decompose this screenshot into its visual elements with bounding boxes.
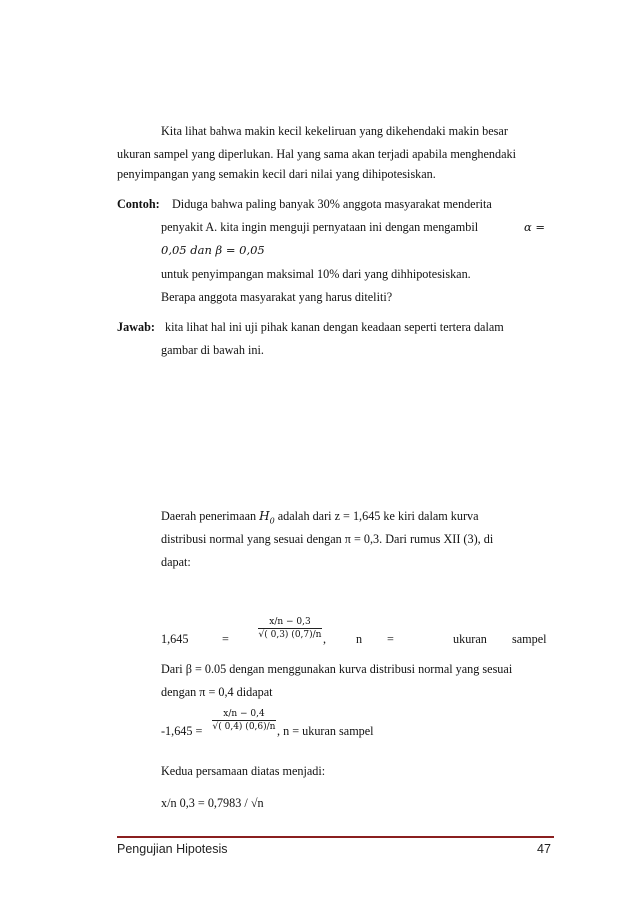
daerah-line-2: distribusi normal yang sesuai dengan π = 0,3. Dari rumus XII (3), di — [161, 532, 494, 546]
eq1-fraction — [258, 617, 322, 640]
eq2-numerator: x/n − 0,4 — [223, 709, 265, 719]
dari-line-2: dengan π = 0,4 didapat — [161, 685, 273, 699]
footer-title: Pengujian Hipotesis — [117, 842, 228, 856]
jawab-label-text: Jawab: — [117, 320, 155, 334]
jawab-label — [117, 319, 155, 335]
eq1-lhs: 1,645 — [161, 632, 189, 646]
eq2-fraction-bar — [212, 720, 276, 721]
jawab-line-1: kita lihat hal ini uji pihak kanan dengan keadaan seperti tertera dalam — [165, 320, 504, 334]
eq1-n-equals: = — [387, 632, 394, 646]
paragraph-1-line-3: penyimpangan yang semakin kecil dari nilai yang dihipotesiskan. — [117, 167, 436, 181]
footer-page-number: 47 — [537, 842, 551, 856]
contoh-label-text: Contoh: — [117, 197, 160, 211]
jawab-line-2: gambar di bawah ini. — [161, 343, 264, 357]
daerah-line-1 — [161, 508, 479, 529]
eq1-numerator: x/n − 0,3 — [269, 617, 311, 627]
eq2-denominator: √( 0,4) (0,6)/n — [212, 722, 276, 732]
dari-line-1: Dari β = 0.05 dengan menggunakan kurva distribusi normal yang sesuai — [161, 662, 513, 676]
eq1-fraction-bar — [258, 628, 322, 629]
daerah-line-1-b: adalah dari z = 1,645 ke kiri dalam kurva — [277, 509, 479, 523]
eq1-n-label: n — [356, 632, 363, 646]
h0-subscript: 0 — [269, 516, 275, 526]
kedua-line: Kedua persamaan diatas menjadi: — [161, 764, 326, 778]
h0-symbol — [259, 509, 275, 526]
contoh-line-4: untuk penyimpangan maksimal 10% dari yang dihhipotesiskan. — [161, 267, 471, 281]
daerah-line-1-a: Daerah penerimaan — [161, 509, 257, 523]
eq1-equals: = — [222, 632, 229, 646]
eq1-denominator: √( 0,3) (0,7)/n — [258, 630, 322, 640]
h0-letter: H — [259, 509, 270, 523]
eq1-n-desc-2: sampel — [512, 632, 547, 646]
last-equation-line: x/n 0,3 = 0,7983 / √n — [161, 796, 264, 810]
contoh-line-1: Diduga bahwa paling banyak 30% anggota masyarakat menderita — [172, 197, 492, 211]
eq2-rhs: , n = ukuran sampel — [277, 724, 374, 738]
contoh-line-5: Berapa anggota masyarakat yang harus diteliti? — [161, 290, 393, 304]
eq2-lhs: -1,645 = — [161, 724, 203, 738]
eq1-comma: , — [323, 632, 327, 646]
eq1-n-desc-1: ukuran — [453, 632, 487, 646]
eq2-fraction — [212, 709, 276, 732]
daerah-line-3: dapat: — [161, 555, 191, 569]
paragraph-1-line-1: Kita lihat bahwa makin kecil kekeliruan yang dikehendaki makin besar — [161, 124, 508, 138]
contoh-line-2: penyakit A. kita ingin menguji pernyataan ini dengan mengambil — [161, 220, 479, 234]
contoh-line-3-math: 0,05 dan β = 0,05 — [161, 243, 265, 257]
contoh-label — [117, 196, 160, 212]
footer-rule — [117, 836, 554, 838]
contoh-alpha-math: α = — [524, 220, 546, 234]
paragraph-1-line-2: ukuran sampel yang diperlukan. Hal yang sama akan terjadi apabila menghendaki — [117, 147, 516, 161]
